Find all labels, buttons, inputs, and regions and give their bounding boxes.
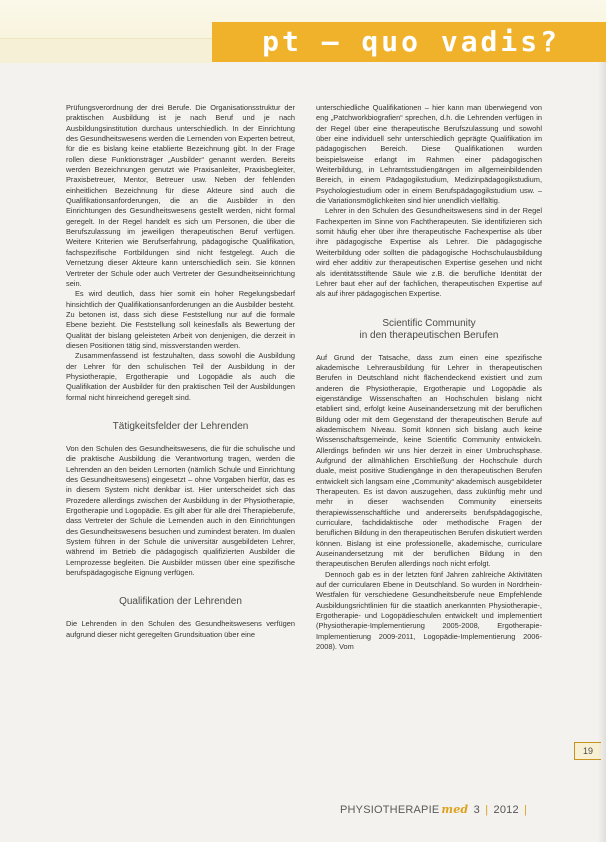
footer-brand-script: med: [441, 803, 469, 816]
body-paragraph: unterschiedliche Qualifikationen – hier kann man überwiegend von eng „Patchworkbiografien“ sprechen, d.h. die Lehrenden verfügen in der Regel über eine therapeutische Berufszulassung und sowohl über eine individuell sehr unterschiedlich geprägte Qualifikation im pädagogischen Bereich. Diese Qualifikationen wurden beispielsweise erlangt im Rahmen einer pädagogischen Weiterbildung, in Lehramtsstudiengängen im allgemeinbildenden Bereich, in einem Pädagogikstudium, Medizinpädagogikstudium, Psychologiestudium oder in einem Berufspädagogikstudium usw. – die Variationsmöglichkeiten sind hier unendlich vielfältig.: [316, 103, 542, 206]
body-paragraph: Es wird deutlich, dass hier somit ein hoher Regelungsbedarf hinsichtlich der Qualifikationsanforderungen an die Ausbilder besteht. Zu betonen ist, dass sich diese Feststellung nur auf die formale Ebene bezieht. Die Feststellung soll keinesfalls als Bewertung der Qualität der bislang geleisteten Arbeit von denjenigen, die derzeit in diesen Positionen tätig sind, missverstanden werden.: [66, 289, 295, 350]
body-paragraph: Prüfungsverordnung der drei Berufe. Die Organisationsstruktur der praktischen Ausbildung ist je nach Beruf und je nach Ausbildungsinstitution durchaus unterschiedlich. In der Einrichtung des Gesundheitswesens werden die Lernenden von Experten betreut, für die es bislang keine etablierte Bezeichnung gibt. In der Frage rollen diese Funktionsträger „Ausbilder“ genannt werden. Bereits werden Bezeichnungen genutzt wie Praxisanleiter, Praxisbegleiter, Praxisbetreuer, Mentor, Betreuer usw. Neben der fehlenden einheitlichen Bezeichnung für diese Akteure sind auch die Qualifikationsanforderungen, die an die Ausbilder in den Einrichtungen des Gesundheitswesens gestellt werden, nicht formal geregelt. In der Regel handelt es sich um Personen, die über die Berufszulassung im jeweiligen therapeutischen Beruf verfügen. Weitere Kriterien wie Berufserfahrung, pädagogische Qualifikation, fachspezifische Fortbildungen sind nicht festgelegt. Auch die Vernetzung dieser Akteure kann unterschiedlich sein. Sie können Vertreter der Schule oder auch Vertreter der Gesundheitseinrichtung sein.: [66, 103, 295, 288]
heading-scientific-community: [316, 318, 542, 342]
right-paragraphs-bottom: [316, 353, 542, 653]
body-paragraph: Dennoch gab es in der letzten fünf Jahren zahlreiche Aktivitäten auf der curricularen Ebene in Deutschland. So wurden in Nordrhein-Westfalen für verschiedene Gesundheitsberufe neue Empfehlende Ausbildungsrichtlinien für die staatlich anerkannten Physiotherapie-, Ergotherapie- und Logopädieschulen entwickelt und implementiert (Physiotherapie-Implementierung 2005-2008, Ergotherapie-Implementierung 2009-2011, Logopädie-Implementierung 2006-2008). Vom: [316, 569, 542, 652]
page-spine-shadow: [598, 62, 606, 842]
heading-qualifikation: Qualifikation der Lehrenden: [119, 596, 242, 608]
footer-separator-end: |: [524, 804, 528, 816]
left-paragraphs-bottom: [66, 619, 295, 640]
section-title: pt – quo vadis?: [262, 25, 560, 58]
footer-issue: 3: [473, 804, 480, 816]
left-paragraphs-top: [66, 103, 295, 403]
footer: [340, 803, 529, 817]
right-column: [316, 103, 542, 653]
body-paragraph: Von den Schulen des Gesundheitswesens, die für die schulische und die praktische Ausbildung die Verantwortung tragen, werden die Lehrenden an den beiden Lernorten (nämlich Schule und Einrichtung des Gesundheitswesens) eingesetzt – ohne Vorgaben hierfür, das es in diesem System nicht denkbar ist. Hier unterscheidet sich das Prozedere allerdings zwischen der Ausbildung in der Physiotherapie, Ergotherapie und Logopädie. Es gilt aber für alle drei Therapieberufe, dass Vertreter der Schule die Lernenden auch in den Einrichtungen des Gesundheitswesens besuchen und zumindest beraten. Im dualen System führen in der Schule die universitär ausgebildeten Lehrer, während im Betrieb die pädagogisch qualifizierten Ausbilder die Lernprozesse begleiten. Die Ausbilder müssen über eine spezifische berufspädagogische Eignung verfügen.: [66, 443, 295, 578]
header-strip: [0, 38, 212, 63]
left-paragraphs-middle: [66, 444, 295, 578]
body-paragraph: Zusammenfassend ist festzuhalten, dass sowohl die Ausbildung der Lehrer für den schulischen Teil der Ausbildung in der Physiotherapie, Ergotherapie und Logopädie als auch die Qualifikation der Ausbilder für den praktischen Teil der Ausbildungen formal nicht hinreichend geregelt sind.: [66, 351, 295, 402]
heading-line: Scientific Community: [382, 317, 476, 329]
left-column: [66, 103, 295, 640]
page-number-tab: 19: [574, 742, 601, 760]
footer-brand: PHYSIOTHERAPIE: [340, 804, 440, 816]
body-paragraph: Auf Grund der Tatsache, dass zum einen eine spezifische akademische Lehrerausbildung für Lehrer in therapeutischen Berufen in Deutschland nicht flächendeckend existiert und zum anderen die Physiotherapie, Ergotherapie und Logopädie als eigenständige Wissenschaften an Hochschulen bislang nicht etabliert sind, erfolgt keine Auseinandersetzung mit der beruflichen Bildung oder mit dem Gegenstand der therapeutischen Berufe auf akademischem Niveau. Somit können sich bislang auch keine Wissenschaftsgemeinde, keine Scientific Community entwickeln. Allerdings befinden wir uns hier derzeit in einer Umbruchsphase. Aufgrund der allmählichen Erschließung der Hochschule durch duale, meist positive Studiengänge in den therapeutischen Berufen entwickelt sich langsam eine „Community“ akademisch ausgebildeter Therapeuten. Es ist davon auszugehen, dass zukünftig mehr und mehr in dieser wachsenden Community einerseits therapiewissenschaftliche und andererseits berufspädagogische, curriculare, fachdidaktische oder methodische Fragen der beruflichen Bildung in den therapeutischen Berufen diskutiert werden können. Bislang ist eine professionelle, akademische, curriculare Auseinandersetzung mit der beruflichen Bildung in den therapeutischen Berufen allerdings noch nicht erfolgt.: [316, 352, 542, 569]
right-paragraphs-top: [316, 103, 542, 300]
body-paragraph: Lehrer in den Schulen des Gesundheitswesens sind in der Regel Fachexperten im Sinne von Fachtherapeuten. Sie identifizieren sich somit häufig eher über ihre therapeutische Fachexpertise als über ihre pädagogische Expertise als Lehrer. Die pädagogische Weiterbildung oder sollten die pädagogische Hochschulausbildung wird eher additiv zur therapeutischen Expertise gesehen und nicht als identitätsstiftende Säule wie z.B. die berufliche Identität der Lehrer baut eher auf der fachlichen, therapeutischen Expertise auf als auf ihrer pädagogischen Expertise.: [316, 206, 542, 299]
footer-year: 2012: [493, 804, 519, 816]
body-paragraph: Die Lehrenden in den Schulen des Gesundheitswesens verfügen aufgrund dieser nicht geregelten Grundsituation über eine: [66, 619, 295, 639]
heading-taetigkeitsfelder: Tätigkeitsfelder der Lehrenden: [112, 420, 249, 432]
heading-line: in den therapeutischen Berufen: [359, 329, 499, 341]
footer-separator: |: [485, 804, 489, 816]
